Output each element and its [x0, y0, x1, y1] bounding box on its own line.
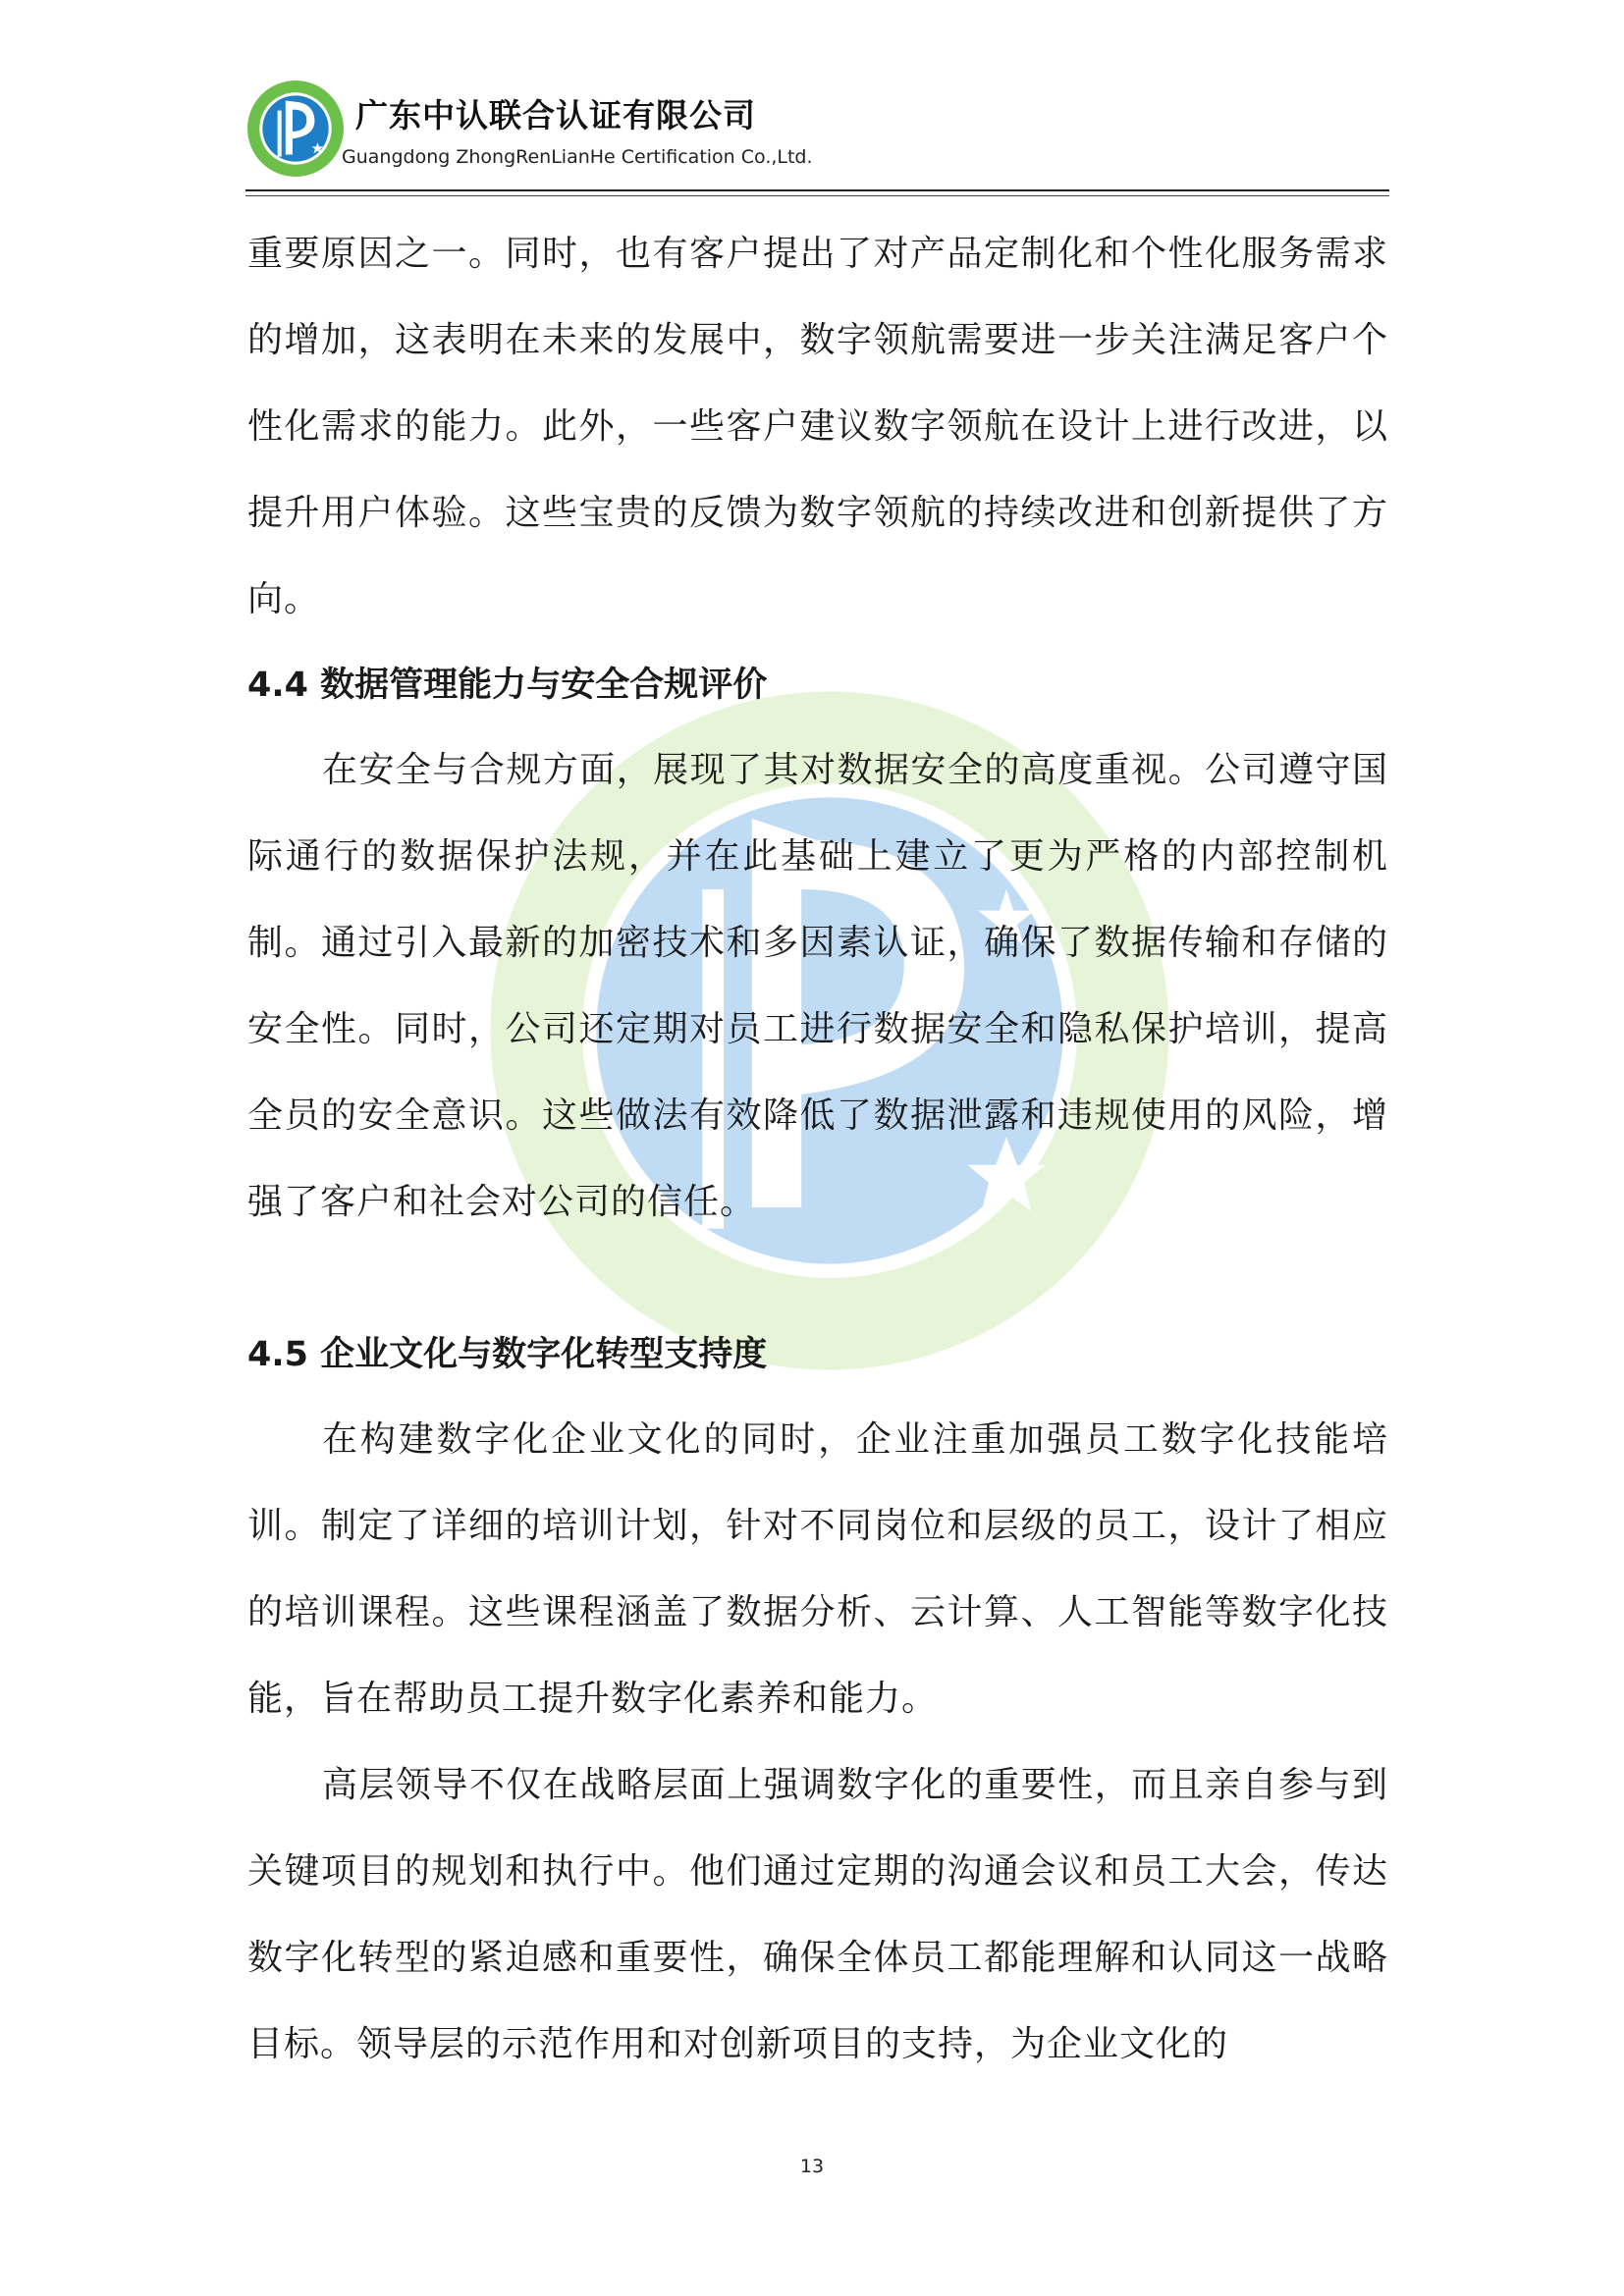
- section-heading-4-4: 4.4 数据管理能力与安全合规评价: [247, 666, 768, 705]
- document-body: [247, 211, 1388, 2088]
- section-spacer: [247, 1246, 1388, 1312]
- paragraph-digital-training: 在构建数字化企业文化的同时，企业注重加强员工数字化技能培训。制定了详细的培训计划，针对不同岗位和层级的员工，设计了相应的培训课程。这些课程涵盖了数据分析、云计算、人工智能等数字化技能，旨在帮助员工提升数字化素养和能力。: [247, 1419, 1388, 1719]
- paragraph-leadership: 高层领导不仅在战略层面上强调数字化的重要性，而且亲自参与到关键项目的规划和执行中。他们通过定期的沟通会议和员工大会，传达数字化转型的紧迫感和重要性，确保全体员工都能理解和认同这一战略目标。领导层的示范作用和对创新项目的支持，为企业文化的: [247, 1765, 1388, 2064]
- header-divider: [245, 189, 1389, 191]
- company-logo-icon: [245, 79, 346, 179]
- header-divider-thin: [245, 195, 1389, 196]
- page-header: [245, 79, 1389, 196]
- section-heading-4-5: 4.5 企业文化与数字化转型支持度: [247, 1335, 768, 1374]
- page-number: 13: [799, 2156, 825, 2177]
- company-name-en: Guangdong ZhongRenLianHe Certification Co.,Ltd.: [342, 146, 813, 168]
- company-name-cn: 广东中认联合认证有限公司: [355, 96, 756, 134]
- paragraph-continued: 重要原因之一。同时，也有客户提出了对产品定制化和个性化服务需求的增加，这表明在未来的发展中，数字领航需要进一步关注满足客户个性化需求的能力。此外，一些客户建议数字领航在设计上进行改进，以提升用户体验。这些宝贵的反馈为数字领航的持续改进和创新提供了方向。: [247, 234, 1388, 619]
- paragraph-data-security: 在安全与合规方面，展现了其对数据安全的高度重视。公司遵守国际通行的数据保护法规，并在此基础上建立了更为严格的内部控制机制。通过引入最新的加密技术和多因素认证，确保了数据传输和存储的安全性。同时，公司还定期对员工进行数据安全和隐私保护培训，提高全员的安全意识。这些做法有效降低了数据泄露和违规使用的风险，增强了客户和社会对公司的信任。: [247, 750, 1388, 1222]
